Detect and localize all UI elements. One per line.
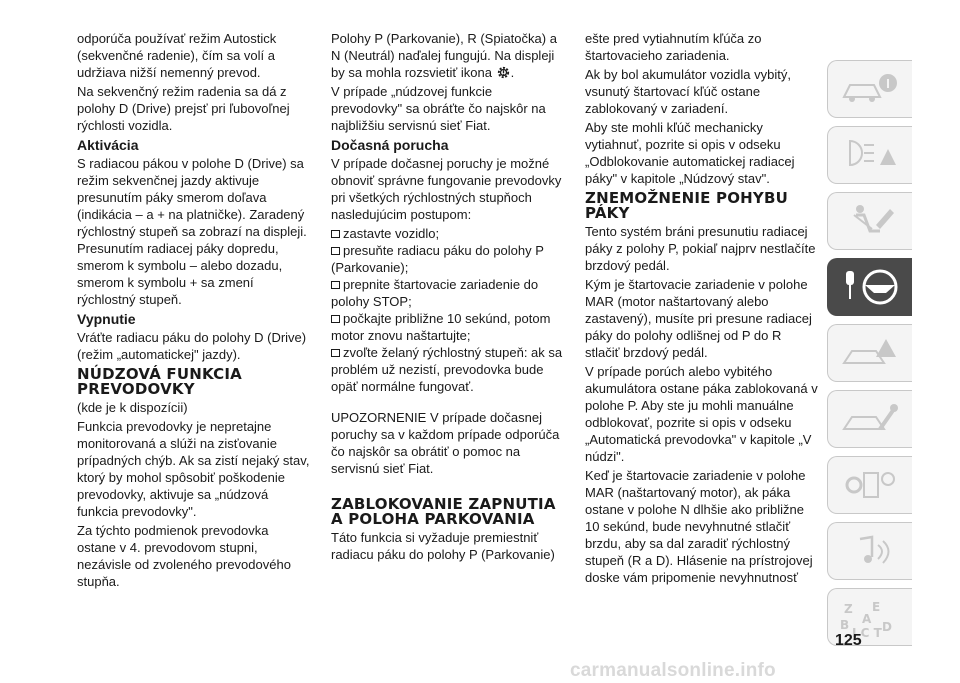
warning-note: UPOZORNENIE V prípade dočasnej poruchy sa v každom prípade odporúča čo najskôr sa obrátiť o pomoc na servisnú sieť Fiat. bbox=[331, 410, 560, 476]
tab-multimedia[interactable] bbox=[827, 522, 912, 580]
svg-text:B: B bbox=[840, 618, 850, 632]
paragraph: V prípade porúch alebo vybitého akumulátora ostane páka zablokovaná v polohe P. Aby ste ju mohli manuálne odblokovať, pozrite si opis v odseku „Automatická prevodovka" v kapitole „V núdzi". bbox=[585, 364, 818, 464]
svg-text:E: E bbox=[872, 600, 881, 614]
heading-zablokovanie: ZABLOKOVANIE ZAPNUTIA A POLOHA PARKOVANIA bbox=[331, 495, 556, 528]
svg-text:D: D bbox=[882, 620, 892, 634]
paragraph-text: Polohy P (Parkovanie), R (Spiatočka) a N (Neutrál) naďalej fungujú. Na displeji by sa mohla rozsvietiť ikona bbox=[331, 31, 557, 80]
subheading-aktivacia: Aktivácia bbox=[77, 137, 139, 153]
footer-watermark: carmanualsonline.info bbox=[570, 660, 776, 681]
bullet-square-icon bbox=[331, 230, 340, 238]
subheading-docasna-porucha: Dočasná porucha bbox=[331, 137, 449, 153]
heading-nudzova-funkcia: NÚDZOVÁ FUNKCIA PREVODOVKY bbox=[77, 365, 242, 398]
paragraph: S radiacou pákou v polohe D (Drive) sa režim sekvenčnej jazdy aktivuje presunutím páky smerom doľava (indikácia – a + na platničke). Zaradený rýchlostný stupeň sa zobrazí na displeji. Presunutím radiacej páky dopredu, smerom k symbolu – alebo dozadu, smerom k symbolu + sa zmení rýchlostný stupeň. bbox=[77, 156, 307, 307]
multimedia-icon bbox=[840, 531, 900, 571]
paragraph: Ak by bol akumulátor vozidla vybitý, vsunutý štartovací kľúč ostane zablokovaný v zariadení. bbox=[585, 67, 791, 116]
step-text: presuňte radiacu páku do polohy P (Parkovanie); bbox=[331, 243, 544, 275]
text-column-1 bbox=[77, 30, 311, 592]
step-text: zvoľte želaný rýchlostný stupeň: ak sa problém už nezistí, prevodovka bude opäť normálne fungovať. bbox=[331, 345, 563, 394]
page-number: 125 bbox=[835, 632, 862, 649]
tab-seat-safety[interactable] bbox=[827, 192, 912, 250]
step-item bbox=[331, 225, 563, 242]
paragraph: Vráťte radiacu páku do polohy D (Drive) (režim „automatickej" jazdy). bbox=[77, 330, 307, 362]
bullet-square-icon bbox=[331, 281, 340, 289]
warning-lights-icon bbox=[840, 135, 900, 175]
svg-text:I C T: I C T bbox=[852, 626, 882, 637]
paragraph: odporúča používať režim Autostick (sekvenčné radenie), čím sa volí a udržiava nižší nemenný prevod. bbox=[77, 31, 277, 80]
paragraph: Tento systém bráni presunutiu radiacej páky z polohy P, pokiaľ najprv nestlačíte brzdový pedál. bbox=[585, 224, 816, 273]
paragraph: V prípade dočasnej poruchy je možné obnoviť správne fungovanie prevodovky pri všetkých rýchlostných stupňoch nasledujúcim postupom: bbox=[331, 156, 562, 222]
paragraph: Za týchto podmienok prevodovka ostane v 4. prevodovom stupni, nezávisle od zvoleného prevodového stupňa. bbox=[77, 523, 291, 589]
step-item bbox=[331, 276, 563, 310]
heading-znemoznenie: ZNEMOŽNENIE POHYBU PÁKY bbox=[585, 189, 789, 222]
paragraph: ešte pred vytiahnutím kľúča zo štartovacieho zariadenia. bbox=[585, 31, 762, 63]
bullet-square-icon bbox=[331, 247, 340, 255]
subheading-vypnutie: Vypnutie bbox=[77, 311, 136, 327]
seat-safety-icon bbox=[840, 201, 900, 241]
step-item bbox=[331, 242, 563, 276]
transmission-failure-icon bbox=[496, 65, 511, 80]
car-maintenance-icon bbox=[840, 399, 900, 439]
key-steering-wheel-icon bbox=[840, 267, 900, 307]
paragraph: (kde je k dispozícii) bbox=[77, 400, 188, 415]
index-icon bbox=[840, 597, 900, 637]
paragraph: Keď je štartovacie zariadenie v polohe MAR (naštartovaný motor), ak páka ostane v polohe N dlhšie ako približne 10 sekúnd, bude nevyhnutné stlačiť brzdu, aby sa dal zaradiť rýchlostný stupeň (R a D). Hlásenie na prístrojovej doske vám pripomenie nevyhnutnosť bbox=[585, 468, 813, 585]
step-text: zastavte vozidlo; bbox=[343, 226, 440, 241]
svg-text:Z: Z bbox=[844, 602, 853, 616]
paragraph: Kým je štartovacie zariadenie v polohe MAR (motor naštartovaný alebo zastavený), musíte pri presune radiacej páky do polohy odlišnej od P do R stlačiť brzdový pedál. bbox=[585, 277, 812, 360]
step-item bbox=[331, 310, 563, 344]
bullet-square-icon bbox=[331, 315, 340, 323]
tab-technical-data[interactable] bbox=[827, 456, 912, 514]
paragraph: Na sekvenčný režim radenia sa dá z polohy D (Drive) prejsť pri ľubovoľnej rýchlosti vozidla. bbox=[77, 84, 290, 133]
tab-warning-lights[interactable] bbox=[827, 126, 912, 184]
paragraph: V prípade „núdzovej funkcie prevodovky" sa obráťte čo najskôr na najbližšiu servisnú sieť Fiat. bbox=[331, 84, 546, 133]
chapter-tabs bbox=[827, 60, 912, 654]
tab-car-info[interactable] bbox=[827, 60, 912, 118]
svg-text:A: A bbox=[862, 612, 872, 626]
text-column-3 bbox=[585, 30, 819, 588]
paragraph: Aby ste mohli kľúč mechanicky vytiahnuť, pozrite si opis v odseku „Odblokovanie automatickej radiacej páky" v kapitole „Núdzový stav". bbox=[585, 120, 795, 186]
tab-maintenance[interactable] bbox=[827, 390, 912, 448]
car-emergency-icon bbox=[840, 333, 900, 373]
paragraph: Táto funkcia si vyžaduje premiestniť radiacu páku do polohy P (Parkovanie) bbox=[331, 530, 555, 562]
paragraph bbox=[331, 30, 563, 81]
step-text: prepnite štartovacie zariadenie do polohy STOP; bbox=[331, 277, 539, 309]
paragraph-text: . bbox=[510, 65, 515, 80]
tab-starting-driving[interactable] bbox=[827, 258, 912, 316]
technical-data-icon bbox=[840, 465, 900, 505]
bullet-square-icon bbox=[331, 349, 340, 357]
tab-emergency[interactable] bbox=[827, 324, 912, 382]
step-text: počkajte približne 10 sekúnd, potom motor znovu naštartujte; bbox=[331, 311, 551, 343]
text-column-2 bbox=[331, 30, 563, 565]
paragraph: Funkcia prevodovky je nepretajne monitorovaná a slúži na zisťovanie prípadných chýb. Ak sa zistí nejaký stav, ktorý by mohol spôsobiť poškodenie prevodovky, aktivuje sa „núdzová funkcia prevodovky". bbox=[77, 419, 310, 519]
step-item bbox=[331, 344, 563, 395]
car-info-icon bbox=[840, 69, 900, 109]
